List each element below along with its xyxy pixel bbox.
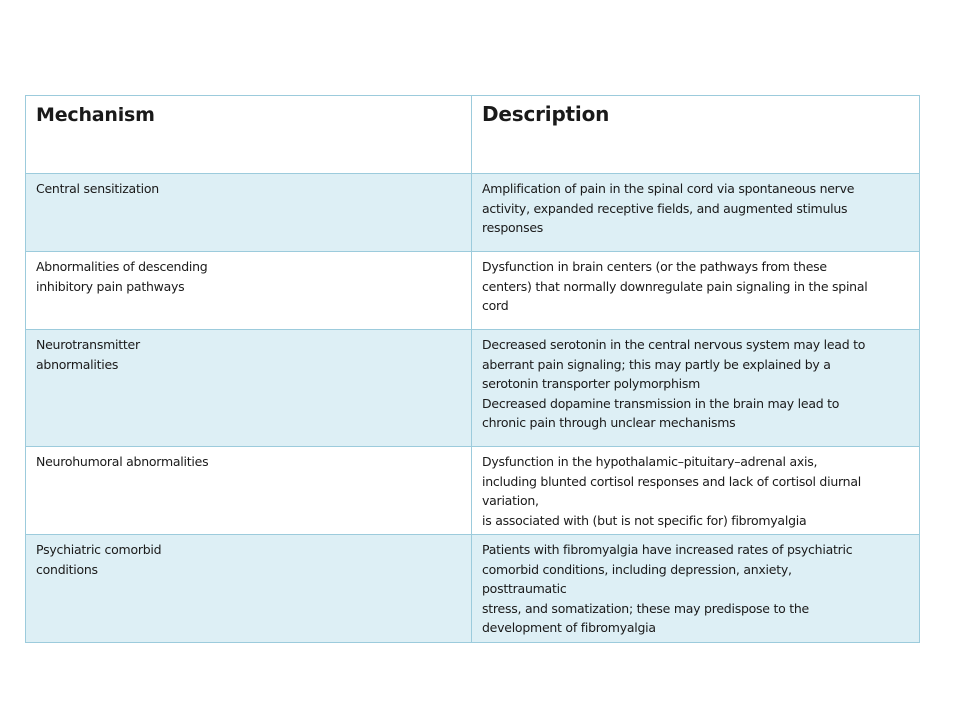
- header-mechanism: Mechanism: [26, 96, 472, 174]
- table-row: [26, 174, 920, 252]
- mechanism-cell: Neurotransmitter abnormalities: [26, 330, 472, 447]
- table-row: [26, 535, 920, 643]
- description-cell: Dysfunction in the hypothalamic–pituitary–adrenal axis, including blunted cortisol responses and lack of cortisol diurnal variation, is associated with (but is not specific for) fibromyalgia: [472, 447, 920, 535]
- description-cell: Decreased serotonin in the central nervous system may lead to aberrant pain signaling; this may partly be explained by a serotonin transporter polymorphism Decreased dopamine transmission in the brain may lead to chronic pain through unclear mechanisms: [472, 330, 920, 447]
- description-cell: Amplification of pain in the spinal cord via spontaneous nerve activity, expanded receptive fields, and augmented stimulus responses: [472, 174, 920, 252]
- mechanism-cell: Abnormalities of descending inhibitory pain pathways: [26, 252, 472, 330]
- description-cell: Patients with fibromyalgia have increased rates of psychiatric comorbid conditions, including depression, anxiety, posttraumatic stress, and somatization; these may predispose to the development of fibromyalgia: [472, 535, 920, 643]
- mechanism-cell: Psychiatric comorbid conditions: [26, 535, 472, 643]
- mechanism-table: [25, 95, 920, 643]
- table-header-row: [26, 96, 920, 174]
- mechanism-cell: Central sensitization: [26, 174, 472, 252]
- mechanism-cell: Neurohumoral abnormalities: [26, 447, 472, 535]
- table-row: [26, 252, 920, 330]
- header-description: Description: [472, 96, 920, 174]
- description-cell: Dysfunction in brain centers (or the pathways from these centers) that normally downregulate pain signaling in the spinal cord: [472, 252, 920, 330]
- table-row: [26, 330, 920, 447]
- table-row: [26, 447, 920, 535]
